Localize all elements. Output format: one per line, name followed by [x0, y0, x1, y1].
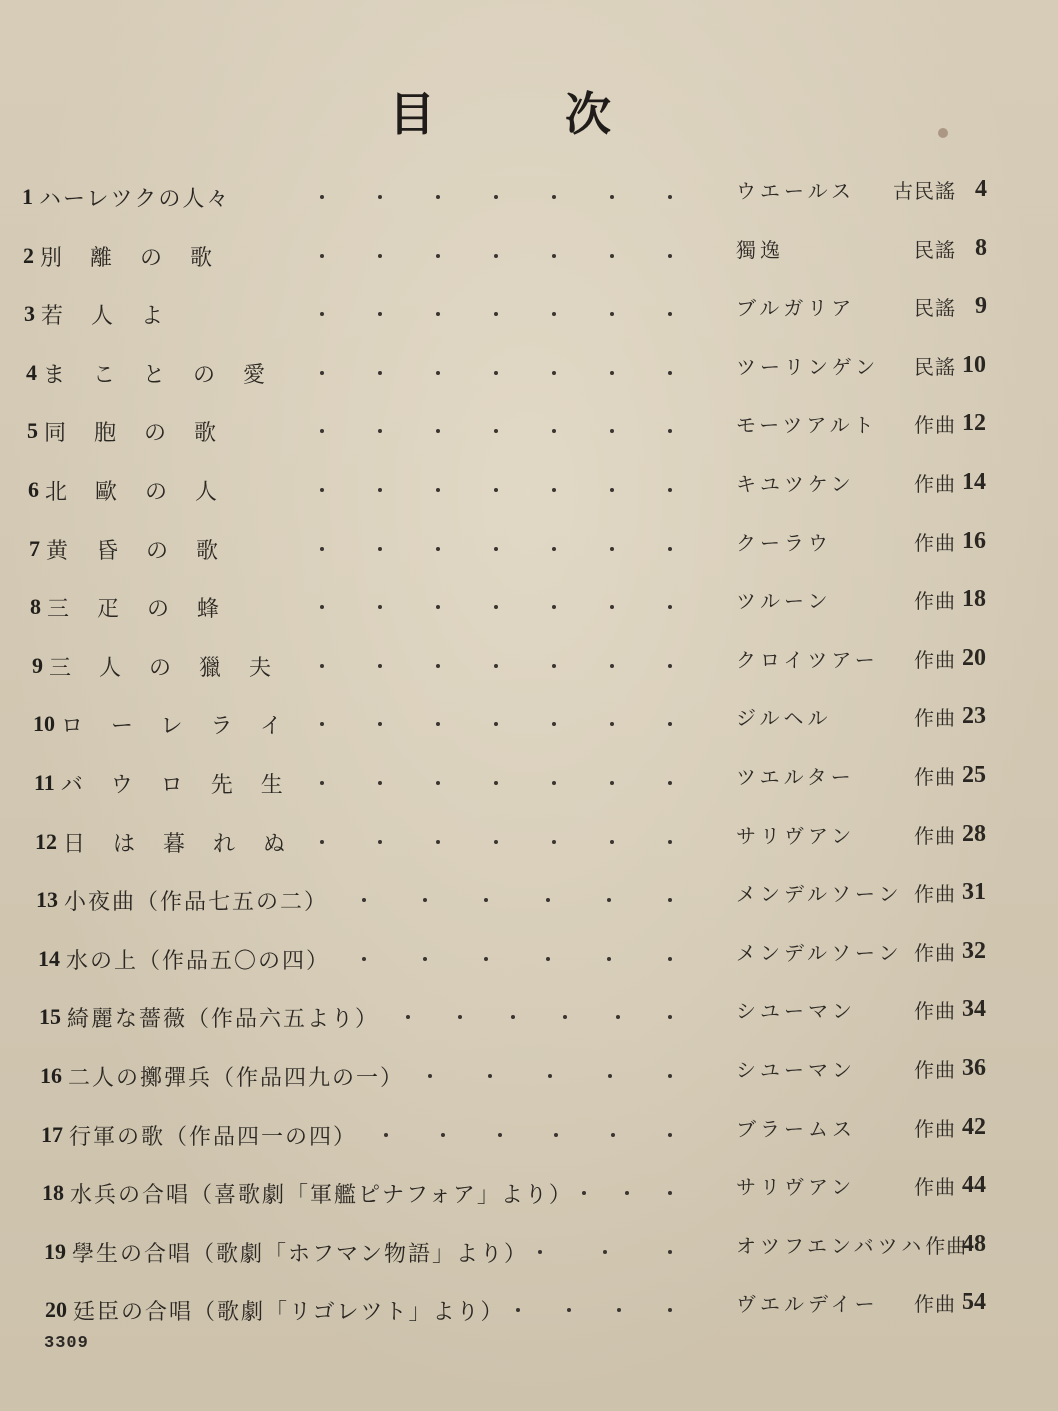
leader-dot [494, 722, 498, 726]
entry-title: 同胞の歌 [44, 420, 245, 446]
leader-dot [484, 898, 488, 902]
leader-dots [384, 1113, 672, 1157]
leader-dots [516, 1288, 672, 1332]
entry-composer [736, 167, 956, 211]
leader-dot [494, 547, 498, 551]
composer-name: クロイツアー [736, 647, 879, 672]
leader-dot [423, 957, 427, 961]
leader-dots [362, 878, 672, 922]
entry-composer [736, 929, 956, 973]
toc-entry [34, 761, 311, 805]
leader-dot [494, 254, 498, 258]
composer-kind: 作曲 [914, 647, 956, 672]
leader-dot [378, 371, 382, 375]
composer-kind: 作曲 [914, 1057, 956, 1082]
entry-title: 小夜曲（作品七五の二） [64, 889, 329, 915]
composer-kind: 民謠 [914, 237, 956, 262]
composer-name: ジルヘル [736, 705, 832, 730]
leader-dot [603, 1250, 607, 1254]
entry-page-number: 12 [962, 409, 986, 436]
leader-dots [320, 644, 672, 688]
entry-title: 水の上（作品五〇の四） [66, 948, 331, 974]
leader-dot [320, 312, 324, 316]
entry-title: 廷臣の合唱（歌劇「リゴレツト」より） [73, 1299, 505, 1325]
leader-dot [607, 898, 611, 902]
leader-dot [378, 722, 382, 726]
leader-dot [436, 488, 440, 492]
leader-dots [428, 1054, 672, 1098]
leader-dot [552, 664, 556, 668]
entry-page-number: 10 [962, 351, 986, 378]
entry-number: 8 [30, 594, 41, 619]
leader-dot [668, 781, 672, 785]
leader-dot [668, 254, 672, 258]
entry-number: 9 [32, 653, 43, 678]
entry-number: 15 [39, 1004, 61, 1029]
toc-entry [38, 937, 330, 981]
entry-number: 7 [29, 536, 40, 561]
entry-title: 三人の獵夫 [49, 655, 300, 681]
entry-number: 19 [44, 1239, 66, 1264]
toc-entry [30, 585, 247, 629]
leader-dot [668, 1015, 672, 1019]
leader-dot [498, 1133, 502, 1137]
leader-dot [610, 781, 614, 785]
entry-composer [736, 1222, 968, 1266]
entry-number: 2 [23, 243, 34, 268]
entry-number: 11 [34, 770, 55, 795]
composer-name: 獨逸 [736, 237, 784, 262]
leader-dots [320, 409, 672, 453]
composer-kind: 作曲 [914, 530, 956, 555]
leader-dot [320, 254, 324, 258]
entry-number: 5 [27, 418, 38, 443]
leader-dot [610, 312, 614, 316]
leader-dot [494, 781, 498, 785]
leader-dot [546, 898, 550, 902]
leader-dot [668, 195, 672, 199]
leader-dot [320, 781, 324, 785]
entry-number: 20 [45, 1297, 67, 1322]
catalog-number: 3309 [44, 1334, 89, 1353]
toc-entry [28, 468, 245, 512]
composer-kind: 作曲 [914, 705, 956, 730]
leader-dots [406, 995, 672, 1039]
leader-dot [610, 429, 614, 433]
entry-page-number: 31 [962, 878, 986, 905]
leader-dot [320, 488, 324, 492]
entry-page-number: 14 [962, 468, 986, 495]
leader-dot [320, 664, 324, 668]
entry-number: 17 [41, 1122, 63, 1147]
leader-dot [668, 1250, 672, 1254]
leader-dots [320, 351, 672, 395]
entry-number: 13 [36, 887, 58, 912]
leader-dot [494, 840, 498, 844]
leader-dots [582, 1171, 672, 1215]
entry-number: 16 [40, 1063, 62, 1088]
toc-entry [44, 1230, 528, 1274]
entry-number: 6 [28, 477, 39, 502]
leader-dot [552, 429, 556, 433]
entry-composer [736, 987, 956, 1031]
toc-entry [22, 175, 230, 219]
leader-dot [668, 1308, 672, 1312]
entry-page-number: 8 [975, 234, 987, 261]
leader-dots [320, 585, 672, 629]
leader-dot [668, 664, 672, 668]
leader-dots [320, 527, 672, 571]
leader-dot [668, 840, 672, 844]
leader-dot [554, 1133, 558, 1137]
leader-dot [582, 1191, 586, 1195]
entry-title: 三疋の蜂 [47, 596, 248, 622]
leader-dot [516, 1308, 520, 1312]
leader-dot [668, 312, 672, 316]
toc-entry [45, 1288, 505, 1332]
leader-dot [494, 312, 498, 316]
entry-page-number: 16 [962, 527, 986, 554]
leader-dot [406, 1015, 410, 1019]
leader-dot [552, 781, 556, 785]
leader-dot [546, 957, 550, 961]
leader-dot [610, 195, 614, 199]
leader-dot [494, 195, 498, 199]
composer-name: ヴエルデイー [736, 1291, 879, 1316]
leader-dot [423, 898, 427, 902]
entry-page-number: 23 [962, 702, 986, 729]
leader-dot [320, 547, 324, 551]
leader-dot [436, 195, 440, 199]
leader-dots [538, 1230, 672, 1274]
leader-dot [458, 1015, 462, 1019]
entry-composer [736, 401, 956, 445]
leader-dots [320, 702, 672, 746]
leader-dot [436, 312, 440, 316]
leader-dot [548, 1074, 552, 1078]
toc-entry [35, 820, 313, 864]
toc-entry [40, 1054, 404, 1098]
entry-title: 行軍の歌（作品四一の四） [69, 1124, 358, 1150]
entry-composer [736, 226, 956, 270]
composer-kind: 古民謠 [893, 178, 956, 203]
entry-page-number: 4 [975, 175, 987, 202]
toc-entry [23, 234, 240, 278]
composer-kind: 作曲 [914, 823, 956, 848]
leader-dot [384, 1133, 388, 1137]
composer-name: シユーマン [736, 998, 856, 1023]
composer-name: メンデルソーン [736, 940, 903, 965]
entry-page-number: 54 [962, 1288, 986, 1315]
leader-dot [320, 371, 324, 375]
leader-dot [610, 722, 614, 726]
leader-dot [552, 312, 556, 316]
entry-page-number: 25 [962, 761, 986, 788]
leader-dot [668, 371, 672, 375]
leader-dot [610, 254, 614, 258]
leader-dot [436, 254, 440, 258]
entry-page-number: 42 [962, 1113, 986, 1140]
leader-dot [607, 957, 611, 961]
toc-entry [24, 292, 191, 336]
paper-stain [938, 128, 948, 138]
leader-dot [484, 957, 488, 961]
leader-dot [538, 1250, 542, 1254]
composer-kind: 作曲 [914, 940, 956, 965]
toc-entry [26, 351, 293, 395]
entry-page-number: 44 [962, 1171, 986, 1198]
entry-composer [736, 519, 956, 563]
leader-dot [378, 840, 382, 844]
entry-composer [736, 1046, 956, 1090]
leader-dot [320, 840, 324, 844]
entry-page-number: 18 [962, 585, 986, 612]
leader-dot [494, 664, 498, 668]
leader-dot [441, 1133, 445, 1137]
entry-title: 若人よ [41, 303, 192, 329]
entry-title: 北歐の人 [45, 479, 246, 505]
composer-name: サリヴアン [736, 823, 856, 848]
leader-dot [436, 840, 440, 844]
leader-dot [610, 664, 614, 668]
leader-dot [436, 429, 440, 433]
entry-title: 水兵の合唱（喜歌劇「軍艦ピナフォア」より） [70, 1182, 573, 1208]
composer-name: シユーマン [736, 1057, 856, 1082]
entry-composer [736, 636, 956, 680]
leader-dot [378, 488, 382, 492]
leader-dots [320, 761, 672, 805]
leader-dot [378, 605, 382, 609]
composer-name: クーラウ [736, 530, 832, 555]
composer-name: ツエルター [736, 764, 855, 789]
composer-name: ブルガリア [736, 295, 856, 320]
composer-name: ウエールス [736, 178, 855, 203]
entry-page-number: 48 [962, 1230, 986, 1257]
composer-name: ブラームス [736, 1116, 856, 1141]
entry-number: 4 [26, 360, 37, 385]
leader-dot [378, 195, 382, 199]
leader-dot [608, 1074, 612, 1078]
composer-kind: 作曲 [914, 998, 956, 1023]
toc-entry [33, 702, 310, 746]
leader-dot [494, 429, 498, 433]
leader-dot [610, 371, 614, 375]
leader-dot [511, 1015, 515, 1019]
leader-dot [378, 547, 382, 551]
leader-dot [625, 1191, 629, 1195]
composer-kind: 作曲 [914, 588, 956, 613]
entry-composer [736, 694, 956, 738]
entry-title: 二人の擲彈兵（作品四九の一） [68, 1065, 405, 1091]
composer-kind: 作曲 [914, 764, 956, 789]
leader-dot [552, 605, 556, 609]
entry-title: 黄昏の歌 [46, 538, 247, 564]
composer-kind: 民謠 [914, 295, 956, 320]
leader-dot [378, 429, 382, 433]
leader-dot [362, 957, 366, 961]
leader-dot [610, 605, 614, 609]
leader-dot [436, 722, 440, 726]
leader-dot [320, 722, 324, 726]
leader-dot [320, 429, 324, 433]
leader-dots [320, 175, 672, 219]
leader-dot [378, 664, 382, 668]
entry-composer [736, 1105, 956, 1149]
leader-dot [378, 781, 382, 785]
entry-composer [736, 870, 956, 914]
leader-dot [567, 1308, 571, 1312]
entry-number: 1 [22, 184, 33, 209]
leader-dot [610, 840, 614, 844]
leader-dot [552, 195, 556, 199]
entry-title: 學生の合唱（歌劇「ホフマン物語」より） [72, 1241, 529, 1267]
composer-kind: 作曲 [914, 1291, 956, 1316]
composer-kind: 作曲 [914, 881, 956, 906]
composer-kind: 作曲 [914, 471, 956, 496]
leader-dot [552, 547, 556, 551]
leader-dot [610, 547, 614, 551]
leader-dot [436, 781, 440, 785]
leader-dot [668, 722, 672, 726]
toc-entry [41, 1113, 357, 1157]
leader-dot [668, 488, 672, 492]
entry-page-number: 34 [962, 995, 986, 1022]
leader-dot [494, 371, 498, 375]
leader-dot [668, 1191, 672, 1195]
entry-title: まことの愛 [43, 362, 294, 388]
composer-name: キユツケン [736, 471, 855, 496]
entry-composer [736, 284, 956, 328]
leader-dot [611, 1133, 615, 1137]
leader-dot [668, 957, 672, 961]
leader-dot [668, 605, 672, 609]
entry-page-number: 36 [962, 1054, 986, 1081]
leader-dots [320, 234, 672, 278]
entry-number: 14 [38, 946, 60, 971]
toc-entry [27, 409, 244, 453]
composer-kind: 作曲 [925, 1233, 968, 1258]
entry-number: 10 [33, 711, 55, 736]
entry-title: 綺麗な薔薇（作品六五より） [67, 1006, 380, 1032]
leader-dot [668, 1133, 672, 1137]
composer-kind: 作曲 [914, 412, 956, 437]
leader-dots [320, 292, 672, 336]
entry-composer [736, 343, 956, 387]
leader-dot [552, 840, 556, 844]
entry-page-number: 32 [962, 937, 986, 964]
composer-name: ツーリンゲン [736, 354, 880, 379]
leader-dot [320, 605, 324, 609]
entry-composer [736, 460, 956, 504]
toc-entry [36, 878, 328, 922]
entry-page-number: 20 [962, 644, 986, 671]
leader-dot [616, 1015, 620, 1019]
entry-number: 3 [24, 301, 35, 326]
leader-dot [668, 1074, 672, 1078]
leader-dot [378, 312, 382, 316]
leader-dot [320, 195, 324, 199]
entry-number: 18 [42, 1180, 64, 1205]
composer-name: メンデルソーン [736, 881, 903, 906]
leader-dot [436, 547, 440, 551]
leader-dot [668, 547, 672, 551]
leader-dot [552, 371, 556, 375]
toc-entry [42, 1171, 573, 1215]
composer-name: サリヴアン [736, 1174, 856, 1199]
leader-dot [494, 488, 498, 492]
leader-dot [436, 664, 440, 668]
composer-kind: 民謠 [914, 354, 956, 379]
leader-dot [668, 898, 672, 902]
composer-name: モーツアルト [736, 412, 878, 437]
entry-title: 日は暮れぬ [63, 831, 314, 857]
toc-entry [29, 527, 246, 571]
leader-dot [563, 1015, 567, 1019]
leader-dots [320, 820, 672, 864]
leader-dot [362, 898, 366, 902]
leader-dot [494, 605, 498, 609]
entry-title: バウロ先生 [60, 772, 311, 798]
page-title: 目次 [389, 87, 741, 141]
leader-dot [428, 1074, 432, 1078]
entry-composer [736, 753, 956, 797]
entry-title: ローレライ [61, 713, 310, 739]
entry-composer [736, 812, 956, 856]
composer-kind: 作曲 [914, 1174, 956, 1199]
leader-dots [362, 937, 672, 981]
leader-dot [552, 254, 556, 258]
leader-dot [436, 605, 440, 609]
leader-dots [320, 468, 672, 512]
composer-name: オツフエンバツハ [736, 1233, 926, 1258]
leader-dot [610, 488, 614, 492]
toc-entry [39, 995, 379, 1039]
leader-dot [552, 488, 556, 492]
composer-kind: 作曲 [914, 1116, 956, 1141]
leader-dot [668, 429, 672, 433]
entry-page-number: 9 [975, 292, 987, 319]
entry-page-number: 28 [962, 820, 986, 847]
leader-dot [488, 1074, 492, 1078]
entry-composer [736, 1163, 956, 1207]
leader-dot [552, 722, 556, 726]
leader-dot [378, 254, 382, 258]
entry-title: ハーレツクの人々 [39, 186, 231, 212]
entry-composer [736, 577, 956, 621]
entry-composer [736, 1280, 956, 1324]
leader-dot [617, 1308, 621, 1312]
composer-name: ツルーン [736, 588, 832, 613]
entry-number: 12 [35, 829, 57, 854]
leader-dot [436, 371, 440, 375]
entry-title: 別離の歌 [40, 245, 241, 271]
toc-entry [32, 644, 299, 688]
